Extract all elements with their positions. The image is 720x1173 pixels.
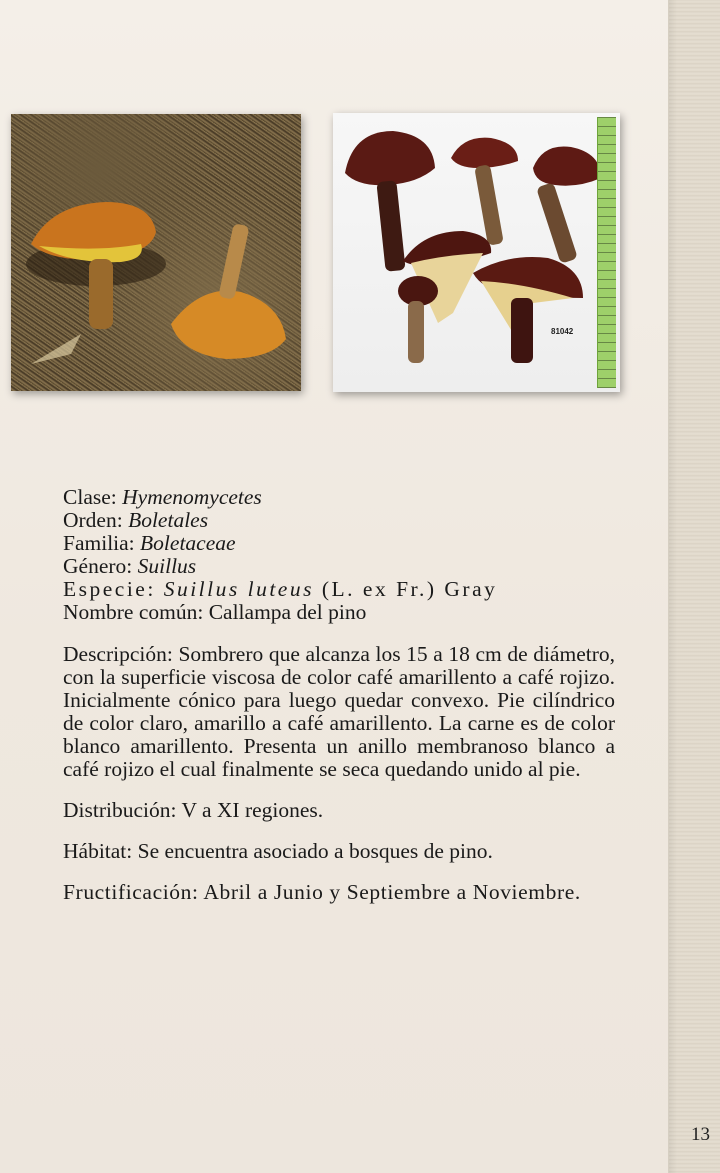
orden-label: Orden: — [63, 508, 123, 532]
page-number: 13 — [691, 1124, 710, 1145]
genero-line — [63, 555, 615, 578]
mushroom-field-photo — [11, 114, 301, 391]
fructificacion-paragraph: Fructificación: Abril a Junio y Septiembre a Noviembre. — [63, 880, 581, 904]
orden-line — [63, 509, 615, 532]
distribucion-paragraph: Distribución: V a XI regiones. — [63, 798, 324, 822]
nombre-comun-value: Callampa del pino — [208, 600, 367, 624]
especie-author: (L. ex Fr.) Gray — [321, 577, 498, 601]
orden-value: Boletales — [128, 508, 209, 532]
nombre-comun-label: Nombre común: — [63, 600, 204, 624]
mushroom-field-illustration — [11, 114, 301, 391]
scale-ruler — [597, 117, 616, 388]
clase-value: Hymenomycetes — [122, 485, 262, 509]
descripcion-paragraph: Descripción: Sombrero que alcanza los 15 a 18 cm de diámetro, con la superficie viscosa de color café amarillento a café rojizo. Inicialmente cónico para luego quedar convexo. Pie cilíndrico de color claro, amarillo a café amarillento. La carne es de color blanco amarillento. Presenta un anillo membranoso blanco a café rojizo el cual finalmente se seca quedando unido al pie. — [63, 642, 615, 781]
genero-value: Suillus — [137, 554, 197, 578]
specimen-label: 81042 — [551, 327, 574, 336]
especie-line — [63, 578, 615, 601]
clase-line — [63, 486, 615, 509]
habitat-paragraph: Hábitat: Se encuentra asociado a bosques de pino. — [63, 839, 493, 863]
clase-label: Clase: — [63, 485, 117, 509]
species-description — [63, 486, 615, 904]
book-spine — [668, 0, 720, 1173]
familia-line — [63, 532, 615, 555]
mushroom-specimens-photo — [333, 113, 620, 392]
nombre-comun-line — [63, 601, 615, 624]
familia-label: Familia: — [63, 531, 135, 555]
especie-value: Suillus luteus — [163, 577, 314, 601]
familia-value: Boletaceae — [140, 531, 236, 555]
mushroom-specimens-illustration — [333, 113, 620, 392]
genero-label: Género: — [63, 554, 133, 578]
especie-label: Especie: — [63, 577, 156, 601]
